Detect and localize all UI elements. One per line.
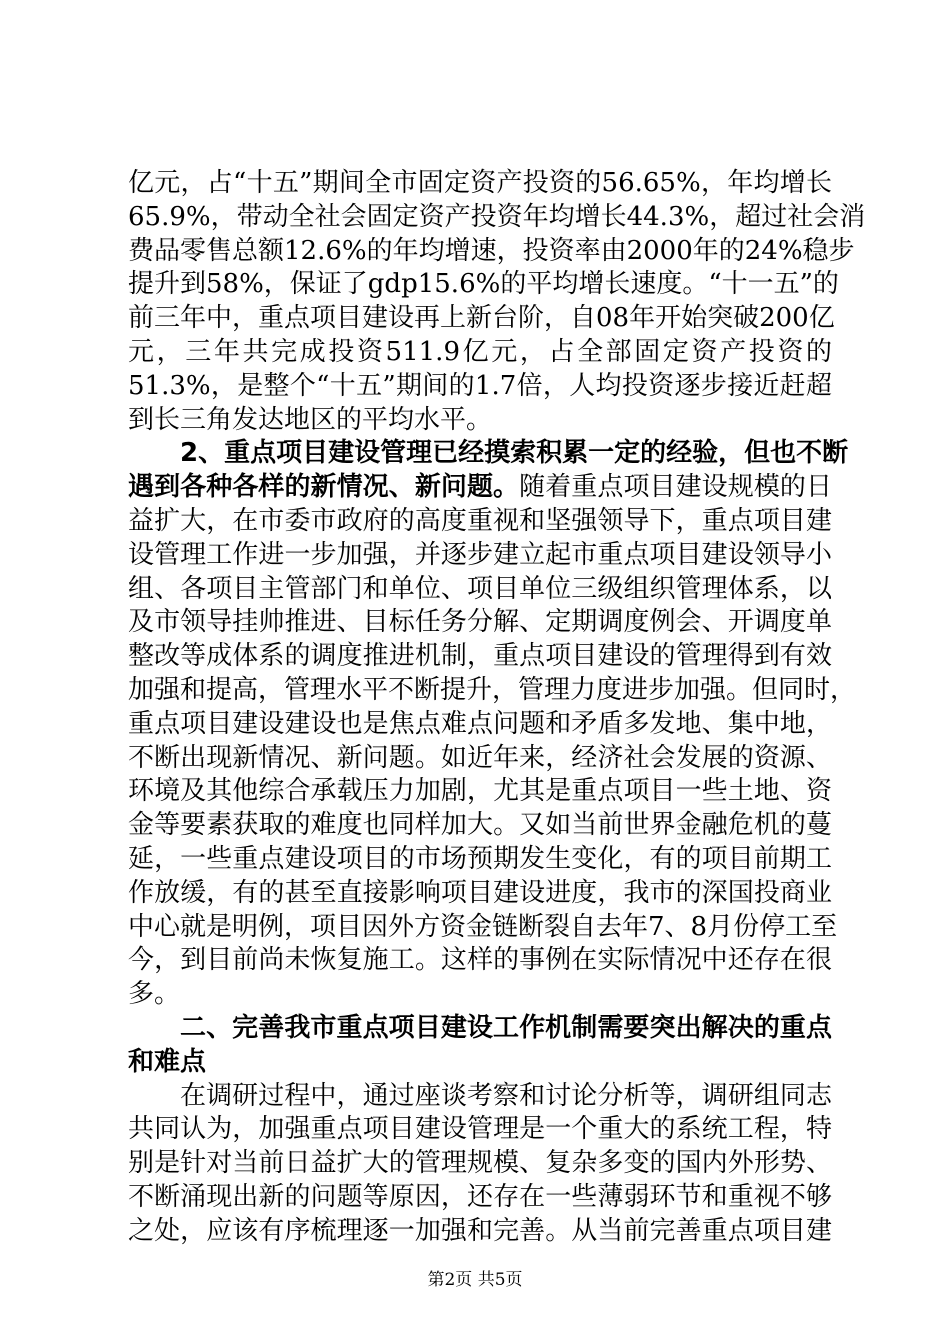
text-line: 前三年中，重点项目建设再上新台阶，自08年开始突破200亿: [128, 303, 835, 334]
text-line: 之处，应该有序梳理逐一加强和完善。从当前完善重点项目建: [128, 1215, 832, 1246]
text-line: 加强和提高，管理水平不断提升，管理力度进步加强。但同时，: [128, 674, 857, 705]
text-line: 别是针对当前日益扩大的管理规模、复杂多变的国内外形势、: [128, 1148, 832, 1179]
text-line: 到长三角发达地区的平均水平。: [128, 404, 493, 435]
text-line: 作放缓，有的甚至直接影响项目建设进度，我市的深国投商业: [128, 877, 832, 908]
bold-heading-fragment: 遇到各种各样的新情况、新问题。: [128, 472, 520, 503]
text-line: [128, 471, 832, 505]
text-line: 组、各项目主管部门和单位、项目单位三级组织管理体系，以: [128, 573, 832, 604]
paragraph-investment-stats: [128, 167, 866, 437]
text-line: 不断出现新情况、新问题。如近年来，经济社会发展的资源、: [128, 742, 832, 773]
text-line: 元，三年共完成投资511.9亿元，占全部固定资产投资的: [128, 336, 832, 367]
section-heading-line: 二、完善我市重点项目建设工作机制需要突出解决的重点: [180, 1012, 832, 1043]
text-line: 多。: [128, 979, 181, 1010]
text-line: 在调研过程中，通过座谈考察和讨论分析等，调研组同志: [180, 1080, 832, 1111]
text-line: 中心就是明例，项目因外方资金链断裂自去年7、8月份停工至: [128, 911, 838, 942]
text-line: 金等要素获取的难度也同样加大。又如当前世界金融危机的蔓: [128, 810, 832, 841]
document-body: [128, 167, 866, 1249]
text-line: 环境及其他综合承载压力加剧，尤其是重点项目一些土地、资: [128, 776, 832, 807]
text-line: 提升到58%，保证了gdp15.6%的平均增长速度。“十一五”的: [128, 269, 839, 300]
text-line: 51.3%，是整个“十五”期间的1.7倍，人均投资逐步接近赶超: [128, 370, 832, 401]
text-line: 益扩大，在市委市政府的高度重视和坚强领导下，重点项目建: [128, 505, 832, 536]
text-line: 费品零售总额12.6%的年均增速，投资率由2000年的24%稳步: [128, 235, 855, 266]
text-line: 延，一些重点建设项目的市场预期发生变化，有的项目前期工: [128, 843, 832, 874]
text-line: 亿元，占“十五”期间全市固定资产投资的56.65%，年均增长: [128, 168, 832, 198]
text-line: 整改等成体系的调度推进机制，重点项目建设的管理得到有效: [128, 641, 832, 672]
paragraph-research-findings: [128, 1080, 832, 1249]
text-line: 65.9%，带动全社会固定资产投资年均增长44.3%，超过社会消: [128, 201, 866, 232]
text-line: 共同认为，加强重点项目建设管理是一个重大的系统工程，特: [128, 1114, 832, 1145]
section-heading-2: [128, 1012, 832, 1080]
text-line: 设管理工作进一步加强，并逐步建立起市重点项目建设领导小: [128, 539, 832, 570]
page-number-footer: 第2页 共5页: [427, 1270, 523, 1290]
paragraph-management-experience: [128, 437, 857, 1012]
text-line: 重点项目建设建设也是焦点难点问题和矛盾多发地、集中地，: [128, 708, 832, 739]
text-line: 及市领导挂帅推进、目标任务分解、定期调度例会、开调度单: [128, 607, 832, 638]
bold-heading-line: 2、重点项目建设管理已经摸索积累一定的经验，但也不断: [180, 438, 849, 469]
text-fragment: 随着重点项目建设规模的日: [519, 472, 832, 503]
text-line: 不断涌现出新的问题等原因，还存在一些薄弱环节和重视不够: [128, 1181, 832, 1212]
section-heading-line: 和难点: [128, 1046, 207, 1077]
text-line: 今，到目前尚未恢复施工。这样的事例在实际情况中还存在很: [128, 945, 832, 976]
